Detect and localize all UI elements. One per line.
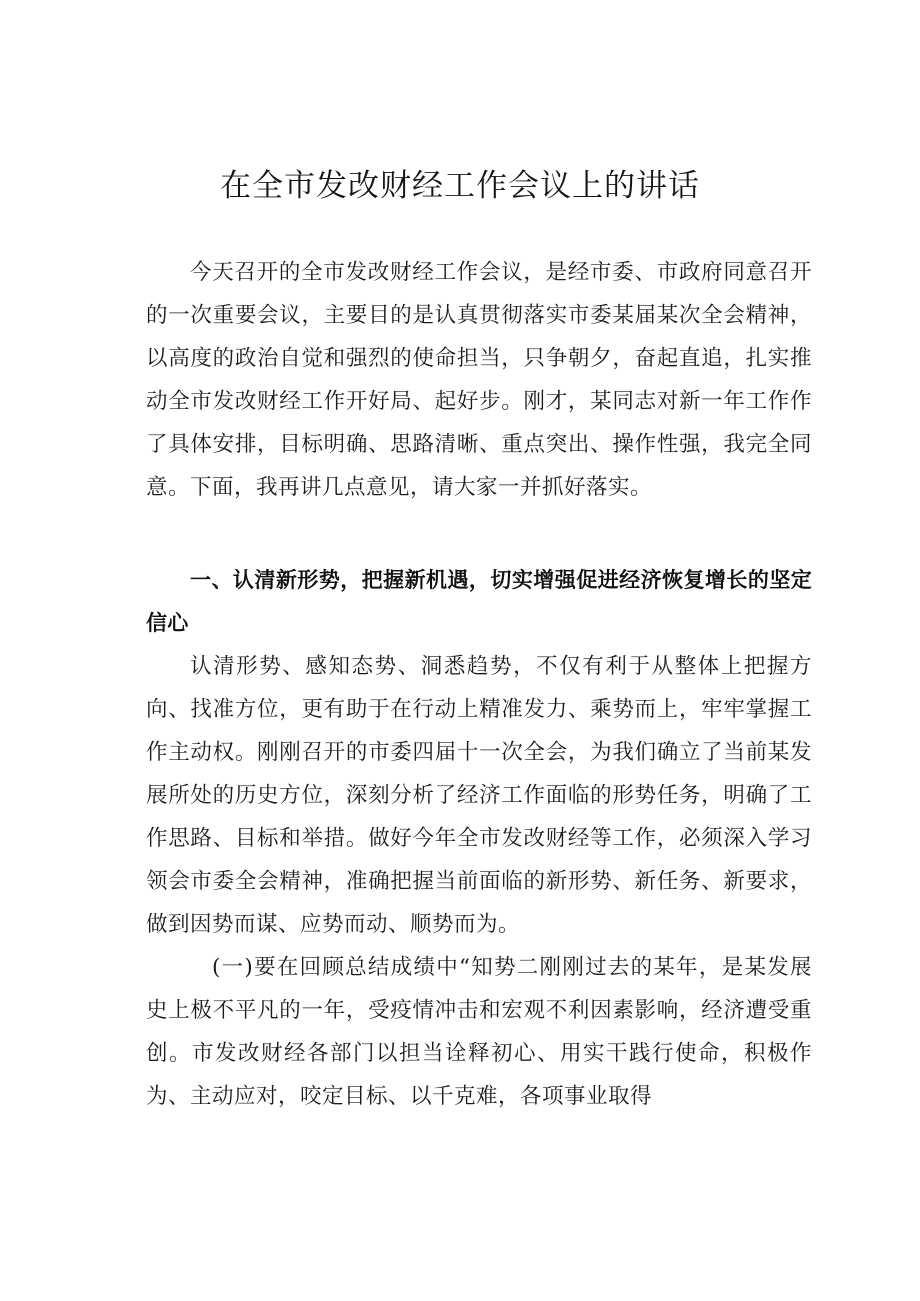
body-paragraph-intro: 今天召开的全市发改财经工作会议，是经市委、市政府同意召开的一次重要会议，主要目的是认真贯彻落实市委某届某次全会精神，以高度的政治自觉和强烈的使命担当，只争朝夕，奋起直追，扎实推动全市发改财经工作开好局、起好步。刚才，某同志对新一年工作作了具体安排，目标明确、思路清晰、重点突出、操作性强，我完全同意。下面，我再讲几点意见，请大家一并抓好落实。 [146, 260, 812, 500]
body-paragraph-situation: 认清形势、感知态势、洞悉趋势，不仅有利于从整体上把握方向、找准方位，更有助于在行动上精准发力、乘势而上，牢牢掌握工作主动权。刚刚召开的市委四届十一次全会，为我们确立了当前某发展所处的历史方位，深刻分析了经济工作面临的形势任务，明确了工作思路、目标和举措。做好今年全市发改财经等工作，必须深入学习领会市委全会精神，准确把握当前面临的新形势、新任务、新要求，做到因势而谋、应势而动、顺势而为。 [146, 654, 812, 937]
page-title: 在全市发改财经工作会议上的讲话 [220, 168, 700, 204]
body-paragraph-subsection-1: (一)要在回顾总结成绩中“知势二刚刚过去的某年，是某发展史上极不平凡的一年，受疫情冲击和宏观不利因素影响，经济遭受重创。市发改财经各部门以担当诠释初心、用实干践行使命，积极作为、主动应对，咬定目标、以千克难，各项事业取得 [146, 955, 812, 1109]
section-heading-1: 一、认清新形势，把握新机遇，切实增强促进经济恢复增长的坚定信心 [146, 568, 812, 635]
